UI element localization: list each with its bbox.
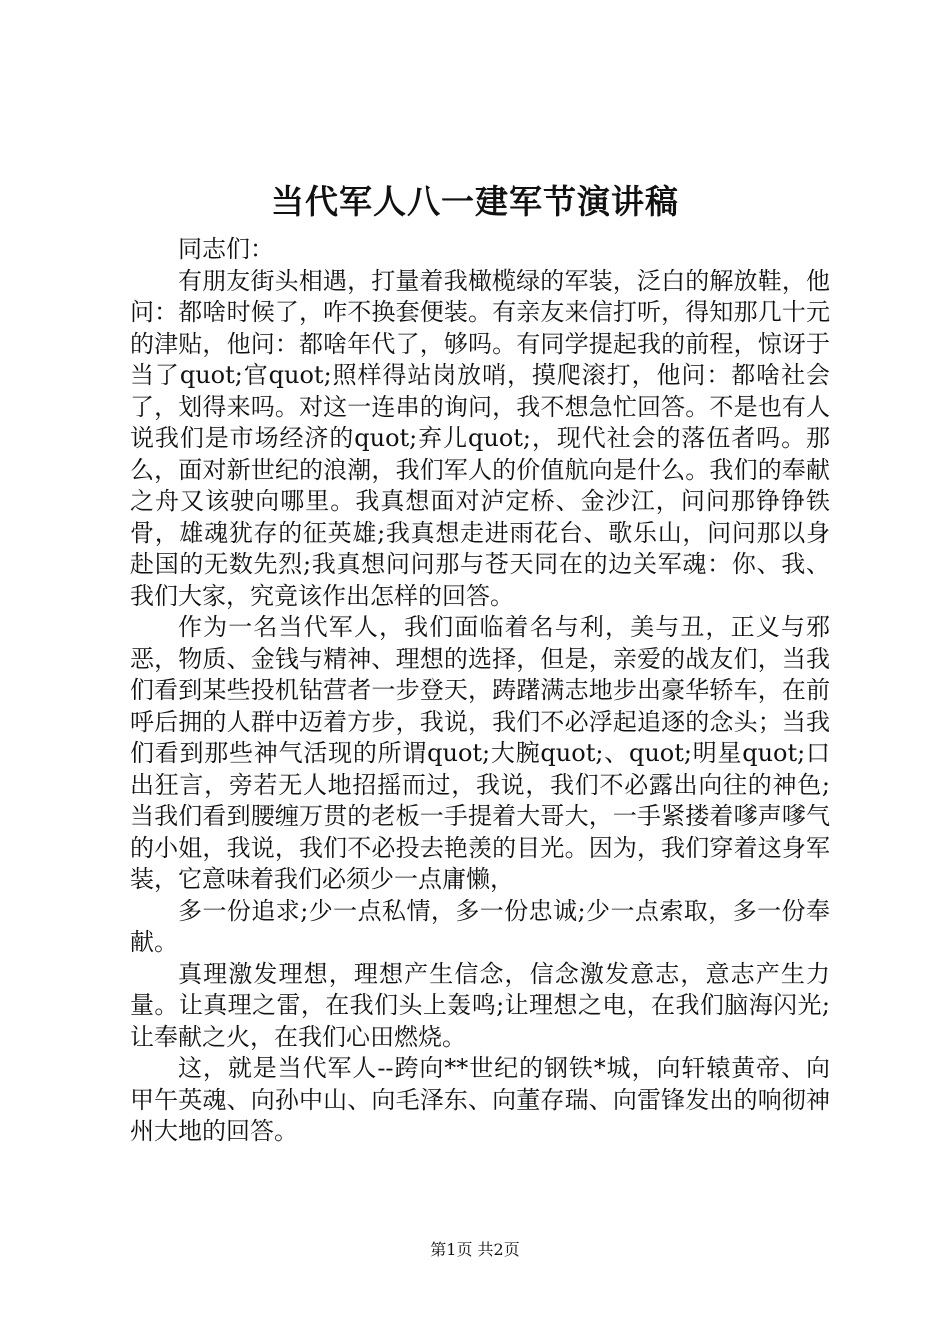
greeting: 同志们： [178, 235, 274, 263]
paragraph: 这，就是当代军人--跨向**世纪的钢铁*城，向轩辕黄帝、向甲午英魂、向孙中山、向毛泽东、向董存瑞、向雷锋发出的响彻神州大地的回答。 [130, 1054, 830, 1145]
paragraph: 真理激发理想，理想产生信念，信念激发意志，意志产生力量。让真理之雷，在我们头上轰鸣;让理想之电，在我们脑海闪光;让奉献之火，在我们心田燃烧。 [130, 959, 830, 1051]
paragraph: 作为一名当代军人，我们面临着名与利，美与丑，正义与邪恶，物质、金钱与精神、理想的选择，但是，亲爱的战友们，当我们看到某些投机钻营者一步登天，踌躇满志地步出豪华轿车，在前呼后拥的人群中迈着方步，我说，我们不必浮起追逐的念头；当我们看到那些神气活现的所谓quot;大腕quot;、quot;明星quot;口出狂言，旁若无人地招摇而过，我说，我们不必露出向往的神色;当我们看到腰缠万贯的老板一手提着大哥大，一手紧搂着嗲声嗲气的小姐，我说，我们不必投去艳羡的目光。因为，我们穿着这身军装，它意味着我们必须少一点庸懒， [130, 613, 830, 893]
paragraph: 有朋友街头相遇，打量着我橄榄绿的军装，泛白的解放鞋，他问：都啥时候了，咋不换套便装。有亲友来信打听，得知那几十元的津贴，他问：都啥年代了，够吗。有同学提起我的前程，惊讶于当了quot;官quot;照样得站岗放哨，摸爬滚打，他问：都啥社会了，划得来吗。对这一连串的询问，我不想急忙回答。不是也有人说我们是市场经济的quot;弃儿quot;，现代社会的落伍者吗。那么，面对新世纪的浪潮，我们军人的价值航向是什么。我们的奉献之舟又该驶向哪里。我真想面对泸定桥、金沙江，问问那铮铮铁骨，雄魂犹存的征英雄;我真想走进雨花台、歌乐山，问问那以身赴国的无数先烈;我真想问问那与苍天同在的边关军魂：你、我、我们大家，究竟该作出怎样的回答。 [130, 266, 830, 610]
document-body [130, 234, 830, 1148]
page-footer: 第1页 共2页 [430, 1240, 520, 1259]
document-title: 当代军人八一建军节演讲稿 [271, 182, 679, 221]
paragraph: 多一份追求;少一点私情，多一份忠诚;少一点索取，多一份奉献。 [130, 896, 830, 956]
